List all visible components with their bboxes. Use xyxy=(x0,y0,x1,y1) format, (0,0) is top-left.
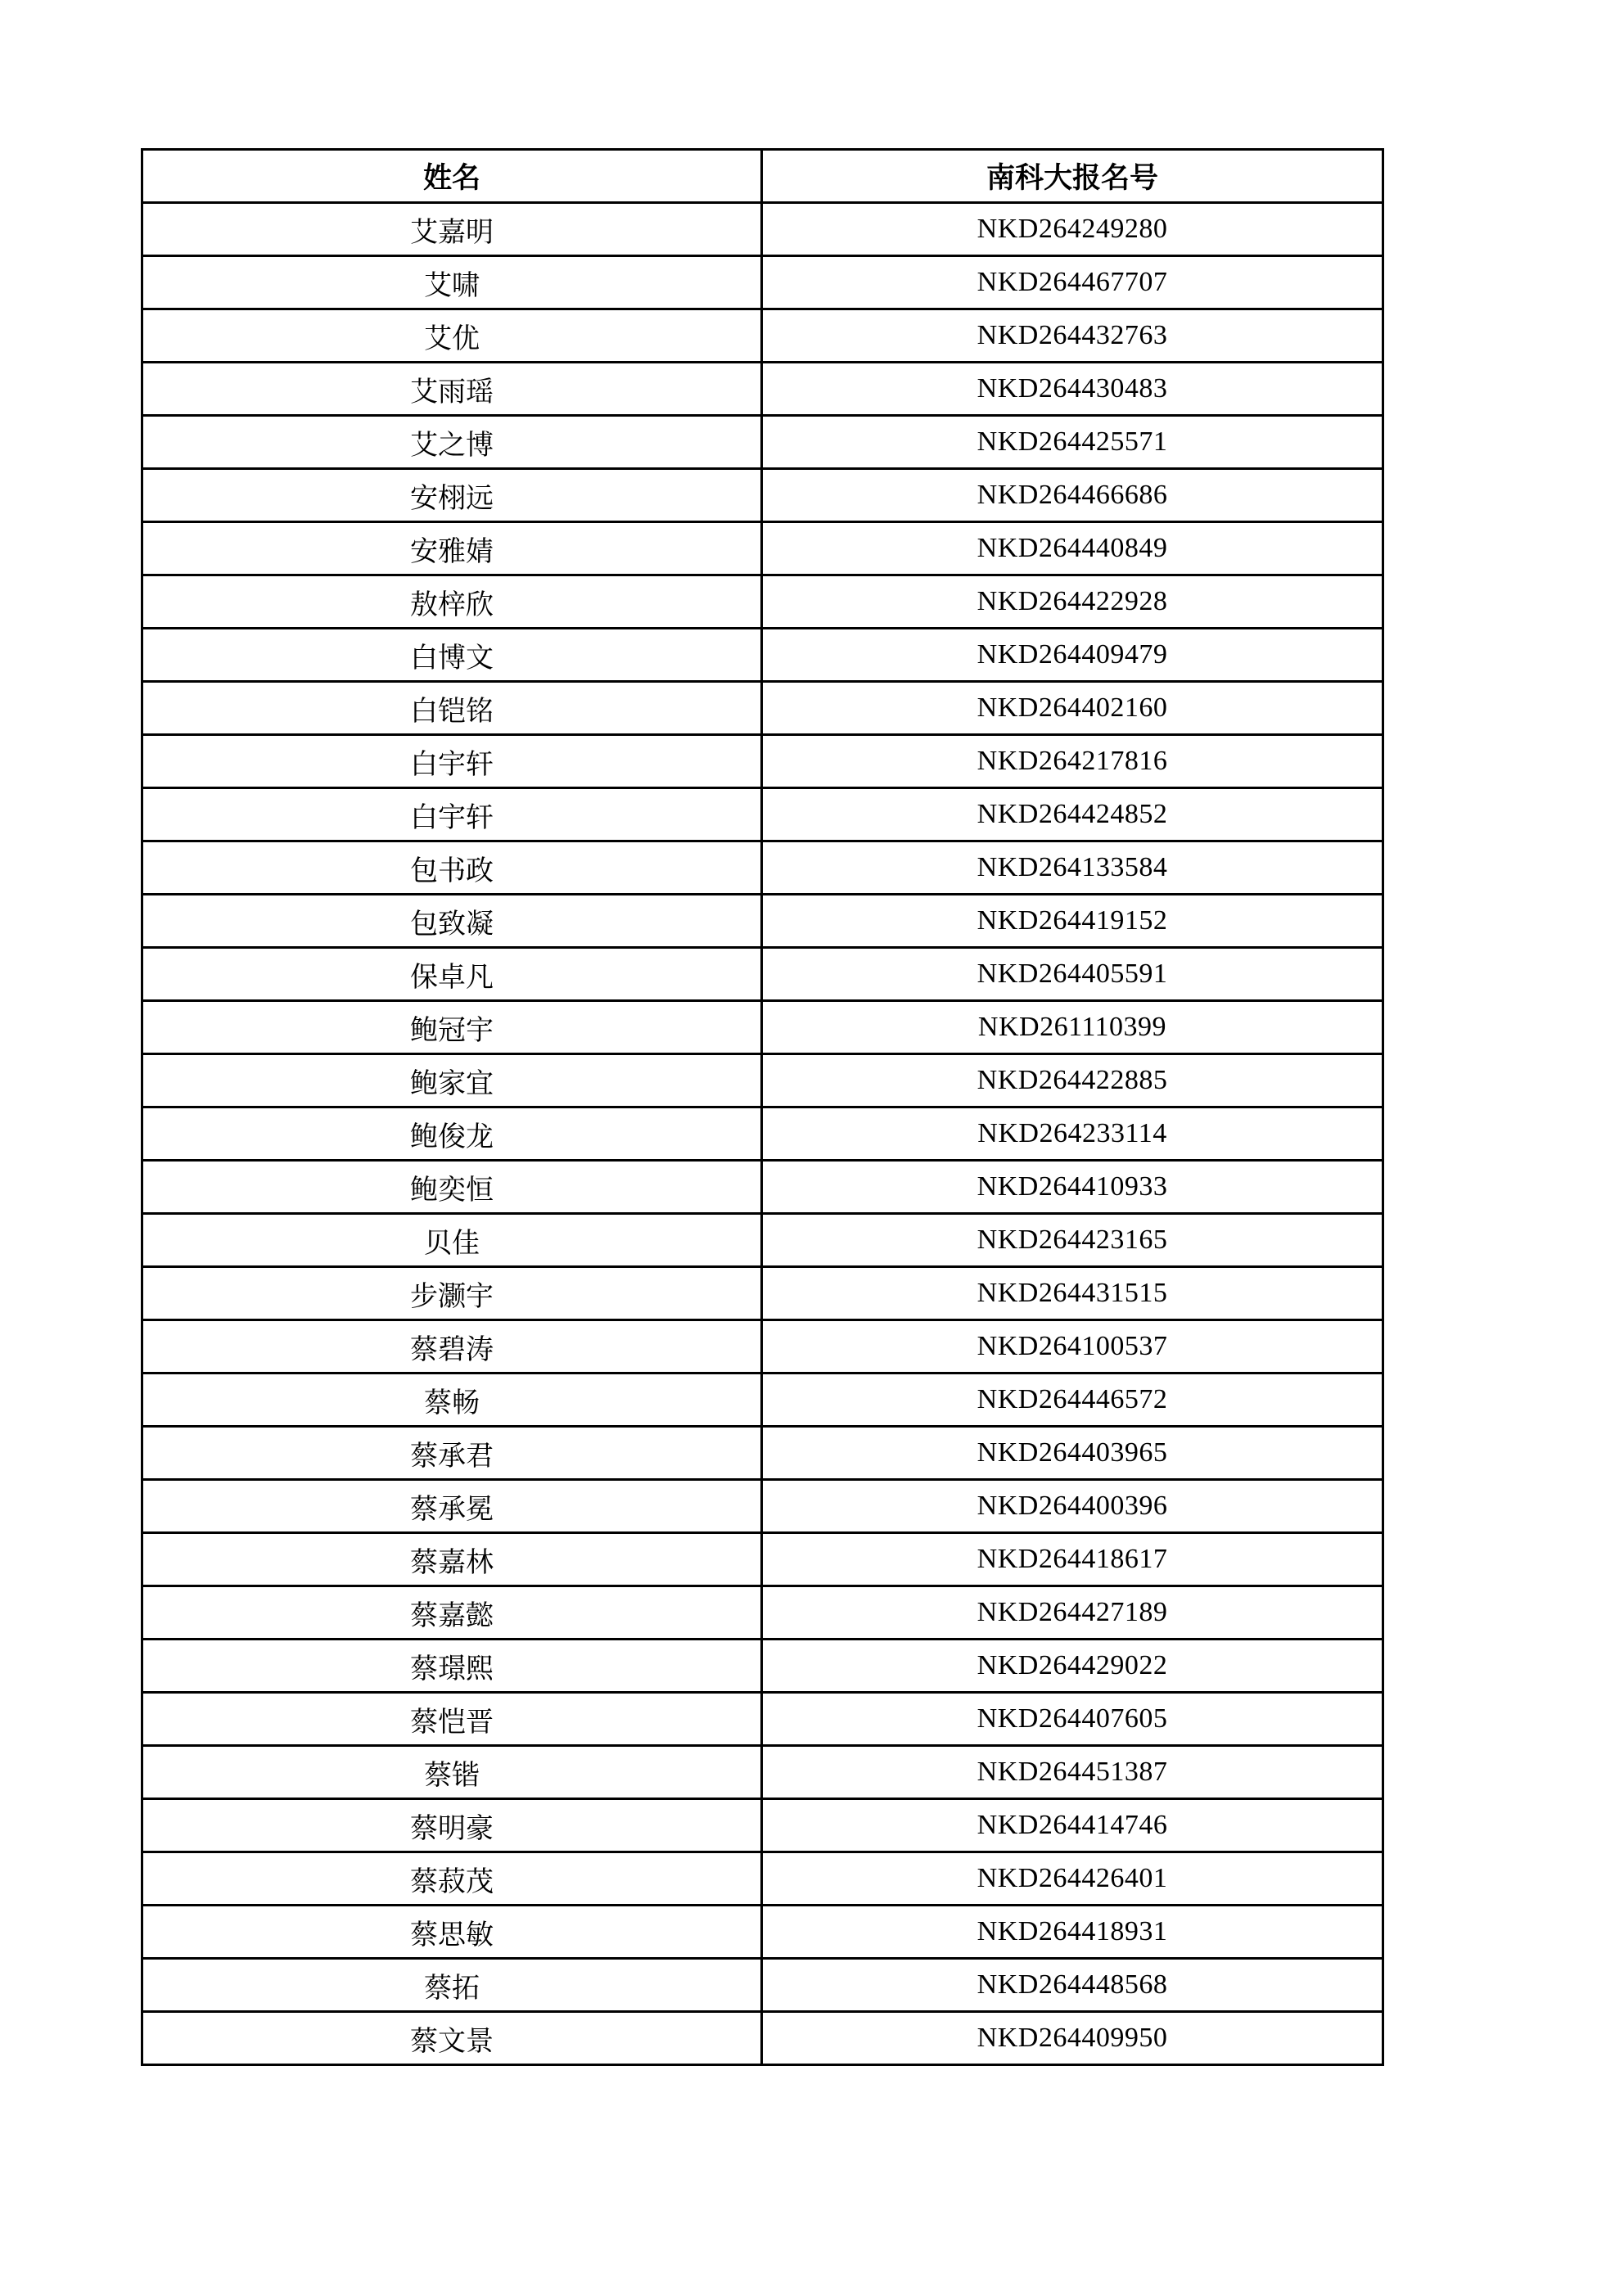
registration-number-cell: NKD264217816 xyxy=(762,735,1383,788)
table-row xyxy=(142,1214,1383,1267)
table-row xyxy=(142,469,1383,522)
registration-number-cell: NKD264446572 xyxy=(762,1374,1383,1427)
name-cell: 保卓凡 xyxy=(142,948,762,1001)
name-cell: 白铠铭 xyxy=(142,682,762,735)
name-cell: 鲍俊龙 xyxy=(142,1107,762,1161)
table-row xyxy=(142,1001,1383,1054)
name-cell: 鲍家宜 xyxy=(142,1054,762,1107)
registration-number-cell: NKD264424852 xyxy=(762,788,1383,841)
registration-number-cell: NKD264400396 xyxy=(762,1480,1383,1533)
registration-number-cell: NKD264448568 xyxy=(762,1959,1383,2012)
registration-number-cell: NKD264249280 xyxy=(762,203,1383,256)
table-row xyxy=(142,895,1383,948)
registration-number-cell: NKD264422928 xyxy=(762,575,1383,629)
registration-number-cell: NKD264431515 xyxy=(762,1267,1383,1320)
name-cell: 艾啸 xyxy=(142,256,762,309)
table-row xyxy=(142,522,1383,575)
registration-number-cell: NKD264410933 xyxy=(762,1161,1383,1214)
name-cell: 蔡锴 xyxy=(142,1746,762,1799)
table-row xyxy=(142,2012,1383,2065)
table-row xyxy=(142,1586,1383,1640)
registration-number-cell: NKD264429022 xyxy=(762,1640,1383,1693)
registration-number-cell: NKD264407605 xyxy=(762,1693,1383,1746)
header-name: 姓名 xyxy=(142,150,762,203)
registration-number-cell: NKD264418931 xyxy=(762,1906,1383,1959)
table-row xyxy=(142,1693,1383,1746)
table-row xyxy=(142,575,1383,629)
registration-number-cell: NKD264440849 xyxy=(762,522,1383,575)
registration-number-cell: NKD264402160 xyxy=(762,682,1383,735)
name-cell: 蔡嘉懿 xyxy=(142,1586,762,1640)
registration-number-cell: NKD264419152 xyxy=(762,895,1383,948)
table-header-row xyxy=(142,150,1383,203)
name-cell: 蔡璟熙 xyxy=(142,1640,762,1693)
table-row xyxy=(142,841,1383,895)
name-cell: 艾之博 xyxy=(142,416,762,469)
name-cell: 敖梓欣 xyxy=(142,575,762,629)
table-row xyxy=(142,256,1383,309)
name-cell: 白宇轩 xyxy=(142,788,762,841)
registration-number-cell: NKD264423165 xyxy=(762,1214,1383,1267)
name-cell: 鲍奕恒 xyxy=(142,1161,762,1214)
registration-number-cell: NKD264409950 xyxy=(762,2012,1383,2065)
registration-number-cell: NKD264133584 xyxy=(762,841,1383,895)
table-row xyxy=(142,1799,1383,1852)
name-cell: 蔡恺晋 xyxy=(142,1693,762,1746)
name-cell: 蔡菽茂 xyxy=(142,1852,762,1906)
table-row xyxy=(142,1852,1383,1906)
name-cell: 白宇轩 xyxy=(142,735,762,788)
registration-number-cell: NKD261110399 xyxy=(762,1001,1383,1054)
table-row xyxy=(142,1906,1383,1959)
name-cell: 蔡明豪 xyxy=(142,1799,762,1852)
roster-table xyxy=(141,148,1384,2066)
name-cell: 蔡承冕 xyxy=(142,1480,762,1533)
registration-number-cell: NKD264405591 xyxy=(762,948,1383,1001)
name-cell: 鲍冠宇 xyxy=(142,1001,762,1054)
registration-number-cell: NKD264403965 xyxy=(762,1427,1383,1480)
name-cell: 艾嘉明 xyxy=(142,203,762,256)
registration-number-cell: NKD264414746 xyxy=(762,1799,1383,1852)
name-cell: 安雅婧 xyxy=(142,522,762,575)
name-cell: 贝佳 xyxy=(142,1214,762,1267)
table-row xyxy=(142,948,1383,1001)
table-row xyxy=(142,1054,1383,1107)
registration-number-cell: NKD264233114 xyxy=(762,1107,1383,1161)
name-cell: 蔡承君 xyxy=(142,1427,762,1480)
name-cell: 包书政 xyxy=(142,841,762,895)
table-row xyxy=(142,203,1383,256)
table-row xyxy=(142,682,1383,735)
table-row xyxy=(142,1267,1383,1320)
registration-number-cell: NKD264427189 xyxy=(762,1586,1383,1640)
header-registration-number: 南科大报名号 xyxy=(762,150,1383,203)
table-row xyxy=(142,363,1383,416)
name-cell: 蔡文景 xyxy=(142,2012,762,2065)
registration-number-cell: NKD264467707 xyxy=(762,256,1383,309)
table-row xyxy=(142,1107,1383,1161)
table-row xyxy=(142,1320,1383,1374)
table-row xyxy=(142,1640,1383,1693)
registration-number-cell: NKD264418617 xyxy=(762,1533,1383,1586)
name-cell: 步灏宇 xyxy=(142,1267,762,1320)
registration-number-cell: NKD264409479 xyxy=(762,629,1383,682)
table-row xyxy=(142,309,1383,363)
table-row xyxy=(142,1427,1383,1480)
name-cell: 包致凝 xyxy=(142,895,762,948)
registration-number-cell: NKD264432763 xyxy=(762,309,1383,363)
table-row xyxy=(142,1533,1383,1586)
table-body xyxy=(142,203,1383,2065)
name-cell: 蔡思敏 xyxy=(142,1906,762,1959)
table-row xyxy=(142,1374,1383,1427)
table-row xyxy=(142,1161,1383,1214)
table-row xyxy=(142,1480,1383,1533)
table-row xyxy=(142,629,1383,682)
table-row xyxy=(142,1746,1383,1799)
table-row xyxy=(142,788,1383,841)
name-cell: 蔡碧涛 xyxy=(142,1320,762,1374)
table-row xyxy=(142,1959,1383,2012)
name-cell: 艾雨瑶 xyxy=(142,363,762,416)
name-cell: 安栩远 xyxy=(142,469,762,522)
registration-number-cell: NKD264451387 xyxy=(762,1746,1383,1799)
table-row xyxy=(142,416,1383,469)
registration-number-cell: NKD264426401 xyxy=(762,1852,1383,1906)
name-cell: 白博文 xyxy=(142,629,762,682)
name-cell: 蔡拓 xyxy=(142,1959,762,2012)
registration-number-cell: NKD264430483 xyxy=(762,363,1383,416)
registration-number-cell: NKD264422885 xyxy=(762,1054,1383,1107)
registration-number-cell: NKD264466686 xyxy=(762,469,1383,522)
name-cell: 艾优 xyxy=(142,309,762,363)
name-cell: 蔡嘉林 xyxy=(142,1533,762,1586)
table-row xyxy=(142,735,1383,788)
name-cell: 蔡畅 xyxy=(142,1374,762,1427)
registration-number-cell: NKD264425571 xyxy=(762,416,1383,469)
registration-number-cell: NKD264100537 xyxy=(762,1320,1383,1374)
